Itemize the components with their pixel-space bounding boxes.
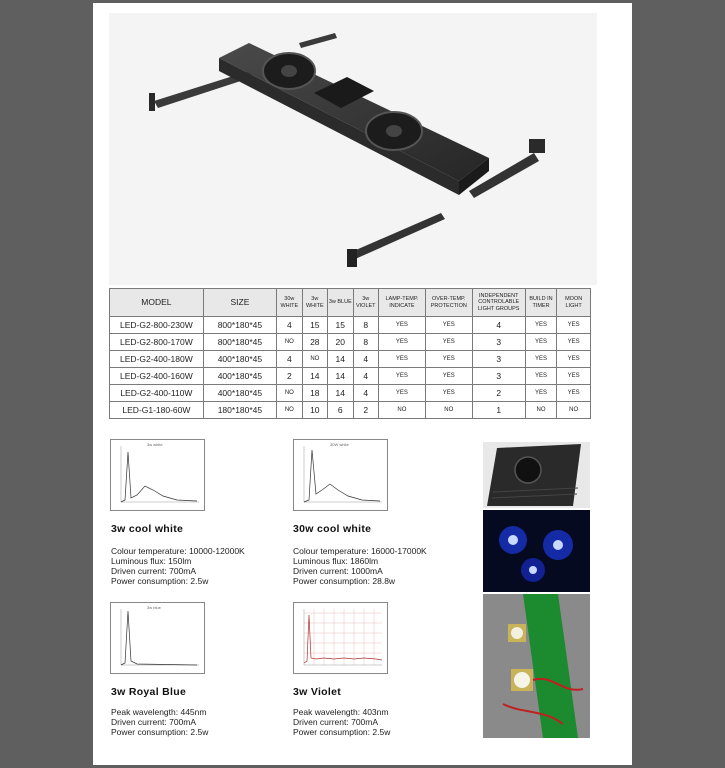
table-row bbox=[110, 334, 591, 351]
table-row bbox=[110, 368, 591, 385]
col-header: INDEPENDENT CONTROLABLE LIGHT GROUPS bbox=[472, 289, 525, 317]
cell: 10 bbox=[302, 402, 327, 419]
cell: 2 bbox=[277, 368, 302, 385]
cell: NO bbox=[425, 402, 472, 419]
led-specs bbox=[293, 707, 390, 737]
spec-line: Luminous flux: 150lm bbox=[111, 556, 192, 566]
spec-line: Driven current: 700mA bbox=[111, 566, 197, 576]
cell: NO bbox=[277, 334, 302, 351]
cell: 4 bbox=[353, 368, 378, 385]
col-header: OVER-TEMP. PROTECTION bbox=[425, 289, 472, 317]
spectrum-graph-3w-cool-white bbox=[110, 439, 205, 511]
graph-label: 3w white bbox=[147, 442, 163, 447]
cell-model: LED-G2-400-160W bbox=[110, 368, 204, 385]
cell: 3 bbox=[472, 351, 525, 368]
cell: 15 bbox=[302, 317, 327, 334]
cell-model: LED-G2-400-180W bbox=[110, 351, 204, 368]
graph-label: 30W white bbox=[330, 442, 349, 447]
cell: 2 bbox=[472, 385, 525, 402]
spec-line: Power consumption: 28.8w bbox=[293, 576, 396, 586]
cell: YES bbox=[378, 368, 425, 385]
cell: YES bbox=[525, 385, 557, 402]
spec-table bbox=[109, 288, 591, 419]
spectrum-graph-3w-royal-blue bbox=[110, 602, 205, 674]
col-header: SIZE bbox=[203, 289, 276, 317]
spec-line: Colour temperature: 16000-17000K bbox=[293, 546, 427, 556]
cell: 14 bbox=[328, 385, 353, 402]
col-header: LAMP-TEMP. INDICATE bbox=[378, 289, 425, 317]
cell: 1 bbox=[472, 402, 525, 419]
cell: 4 bbox=[472, 317, 525, 334]
col-header: MOON LIGHT bbox=[557, 289, 591, 317]
cell: 18 bbox=[302, 385, 327, 402]
cell-size: 400*180*45 bbox=[203, 368, 276, 385]
cell: YES bbox=[557, 368, 591, 385]
cell: 15 bbox=[328, 317, 353, 334]
cell: YES bbox=[557, 385, 591, 402]
cell: YES bbox=[425, 385, 472, 402]
cell: YES bbox=[378, 317, 425, 334]
cell: 14 bbox=[328, 368, 353, 385]
cell: NO bbox=[557, 402, 591, 419]
cell: 28 bbox=[302, 334, 327, 351]
cell-model: LED-G2-400-110W bbox=[110, 385, 204, 402]
spec-line: Driven current: 1000mA bbox=[293, 566, 383, 576]
spec-line: Peak wavelength: 403nm bbox=[293, 707, 389, 717]
cell: 14 bbox=[328, 351, 353, 368]
cell: YES bbox=[557, 351, 591, 368]
col-header: MODEL bbox=[110, 289, 204, 317]
photo-fixture-underside bbox=[483, 442, 590, 508]
photo-blue-leds bbox=[483, 510, 590, 592]
spectrum-graph-3w-violet bbox=[293, 602, 388, 674]
cell: YES bbox=[525, 351, 557, 368]
cell: 8 bbox=[353, 317, 378, 334]
cell: YES bbox=[525, 368, 557, 385]
cell-size: 800*180*45 bbox=[203, 317, 276, 334]
led-specs bbox=[111, 546, 245, 586]
cell: NO bbox=[378, 402, 425, 419]
cell: YES bbox=[525, 317, 557, 334]
spec-line: Peak wavelength: 445nm bbox=[111, 707, 207, 717]
spec-line: Power consumption: 2.5w bbox=[111, 576, 209, 586]
cell: YES bbox=[557, 317, 591, 334]
cell: NO bbox=[302, 351, 327, 368]
cell: YES bbox=[557, 334, 591, 351]
cell-model: LED-G1-180-60W bbox=[110, 402, 204, 419]
led-specs bbox=[293, 546, 427, 586]
spec-line: Power consumption: 2.5w bbox=[293, 727, 391, 737]
spectrum-graph-30w-cool-white bbox=[293, 439, 388, 511]
cell: 4 bbox=[277, 351, 302, 368]
cell-size: 400*180*45 bbox=[203, 351, 276, 368]
table-row bbox=[110, 351, 591, 368]
cell: 4 bbox=[353, 385, 378, 402]
product-image-led-fixture bbox=[109, 13, 597, 285]
graph-label: 3w blue bbox=[147, 605, 161, 610]
cell: YES bbox=[425, 334, 472, 351]
cell: YES bbox=[525, 334, 557, 351]
table-row bbox=[110, 317, 591, 334]
cell-size: 180*180*45 bbox=[203, 402, 276, 419]
photo-led-pcb bbox=[483, 594, 590, 738]
led-title: 3w cool white bbox=[111, 523, 184, 535]
cell: 3 bbox=[472, 368, 525, 385]
cell: 8 bbox=[353, 334, 378, 351]
cell: YES bbox=[425, 368, 472, 385]
spec-line: Driven current: 700mA bbox=[293, 717, 379, 727]
cell: 4 bbox=[277, 317, 302, 334]
document-page bbox=[93, 3, 632, 765]
led-title: 3w Royal Blue bbox=[111, 686, 187, 698]
spec-line: Luminous flux: 1860lm bbox=[293, 556, 379, 566]
spec-line: Power consumption: 2.5w bbox=[111, 727, 209, 737]
cell: 3 bbox=[472, 334, 525, 351]
col-header: 30w WHITE bbox=[277, 289, 302, 317]
cell-size: 400*180*45 bbox=[203, 385, 276, 402]
table-row bbox=[110, 402, 591, 419]
cell-model: LED-G2-800-170W bbox=[110, 334, 204, 351]
col-header: 3w VIOLET bbox=[353, 289, 378, 317]
cell: NO bbox=[277, 385, 302, 402]
spec-line: Colour temperature: 10000-12000K bbox=[111, 546, 245, 556]
cell: YES bbox=[425, 351, 472, 368]
led-title: 30w cool white bbox=[293, 523, 372, 535]
col-header: 3w WHITE bbox=[302, 289, 327, 317]
col-header: 3w BLUE bbox=[328, 289, 353, 317]
cell: YES bbox=[378, 351, 425, 368]
cell: NO bbox=[525, 402, 557, 419]
cell: NO bbox=[277, 402, 302, 419]
cell: YES bbox=[378, 334, 425, 351]
col-header: BUILD IN TIMER bbox=[525, 289, 557, 317]
cell: 2 bbox=[353, 402, 378, 419]
cell: 6 bbox=[328, 402, 353, 419]
cell: YES bbox=[425, 317, 472, 334]
table-header-row bbox=[110, 289, 591, 317]
led-specs bbox=[111, 707, 208, 737]
cell: 14 bbox=[302, 368, 327, 385]
cell: 4 bbox=[353, 351, 378, 368]
led-title: 3w Violet bbox=[293, 686, 342, 698]
cell: YES bbox=[378, 385, 425, 402]
spec-line: Driven current: 700mA bbox=[111, 717, 197, 727]
cell-model: LED-G2-800-230W bbox=[110, 317, 204, 334]
cell: 20 bbox=[328, 334, 353, 351]
table-row bbox=[110, 385, 591, 402]
cell-size: 800*180*45 bbox=[203, 334, 276, 351]
